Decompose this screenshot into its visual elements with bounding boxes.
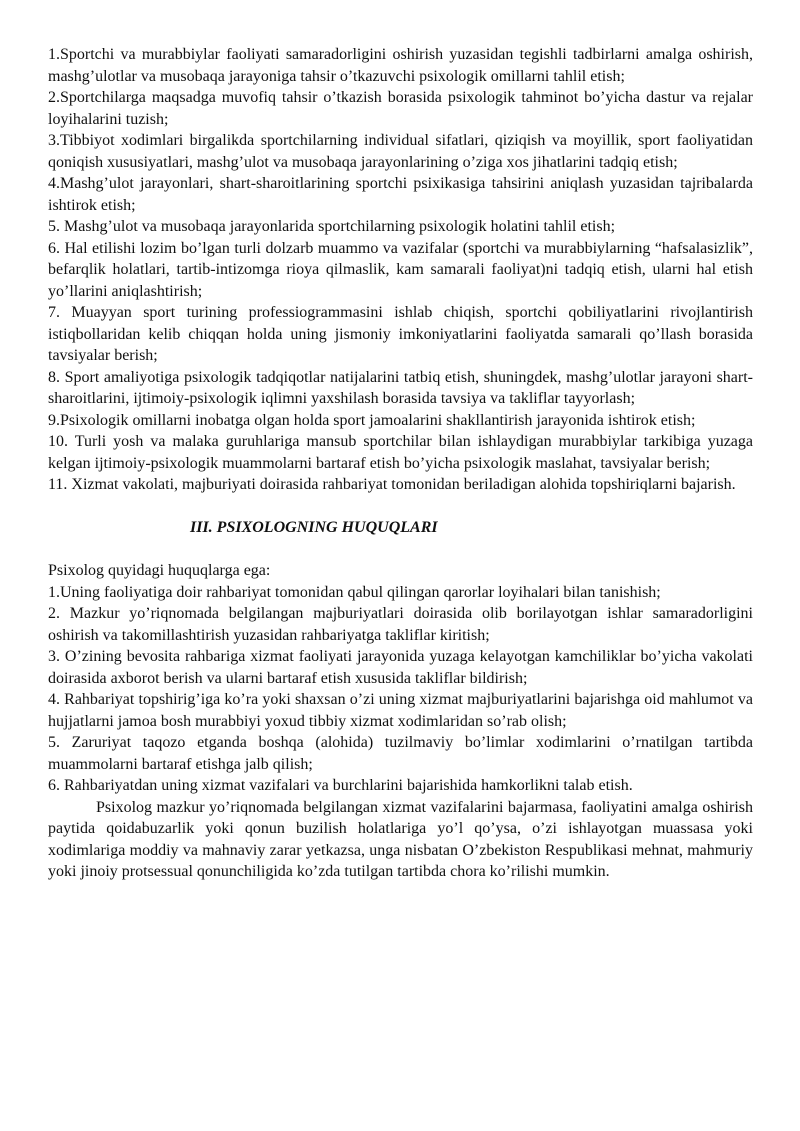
document-page — [48, 44, 753, 883]
right-item-4: 4. Rahbariyat topshirig’iga ko’ra yoki shaxsan o’zi uning xizmat majburiyatlarini bajarishga oid mahlumot va hujjatlarni jamoa bosh murabbiyi yoxud tibbiy xizmat xodimlaridan so’rab olish; — [48, 691, 753, 730]
duty-item-4: 4.Mashg’ulot jarayonlari, shart-sharoitlarining sportchi psixikasiga tahsirini aniqlash yuzasidan tajribalarda ishtirok etish; — [48, 175, 753, 214]
duty-item-1: 1.Sportchi va murabbiylar faoliyati samaradorligini oshirish yuzasidan tegishli tadbirlarni amalga oshirish, mashg’ulotlar va musobaqa jarayoniga tahsir o’tkazuvchi psixologik omillarni tahlil etish; — [48, 46, 753, 85]
duty-item-11: 11. Xizmat vakolati, majburiyati doirasida rahbariyat tomonidan beriladigan alohida topshiriqlarni bajarish. — [48, 476, 736, 493]
right-item-1: 1.Uning faoliyatiga doir rahbariyat tomonidan qabul qilingan qarorlar loyihalari bilan tanishish; — [48, 583, 661, 601]
duty-item-9: 9.Psixologik omillarni inobatga olgan holda sport jamoalarini shakllantirish jarayonida ishtirok etish; — [48, 411, 696, 429]
right-item-2: 2. Mazkur yo’riqnomada belgilangan majburiyatlari doirasida olib borilayotgan ishlar samaradorligini oshirish va takomillashtirish yuzasidan rahbariyatga takliflar kiritish; — [48, 605, 753, 644]
duty-item-8: 8. Sport amaliyotiga psixologik tadqiqotlar natijalarini tatbiq etish, shuningdek, mashg’ulotlar jarayoni shart-sharoitlarini, ijtimoiy-psixologik iqlimni yaxshilash borasida tavsiya va takliflar tayyorlash; — [48, 368, 753, 407]
duties-list — [48, 44, 753, 496]
closing-paragraph: Psixolog mazkur yo’riqnomada belgilangan xizmat vazifalarini bajarmasa, faoliyatini amalga oshirish paytida qoidabuzarlik yoki qonun buzilish holatlariga yo’l qo’ysa, o’zi ishlayotgan muassasa yoki xodimlariga moddiy va mahnaviy zarar yetkazsa, unga nisbatan O’zbekiston Respublikasi mehnat, mahmuriy yoki jinoiy protsessual qonunchiligida ko’zda tutilgan tartibda chora ko’rilishi mumkin. — [48, 798, 753, 880]
right-item-5: 5. Zaruriyat taqozo etganda boshqa (alohida) tuzilmaviy bo’limlar xodimlarini o’rnatilgan tartibda muammolarni bartaraf etishga jalb qilish; — [48, 734, 753, 773]
duty-item-6: 6. Hal etilishi lozim bo’lgan turli dolzarb muammo va vazifalar (sportchi va murabbiylarning “hafsalasizlik”, befarqlik holatlari, tartib-intizomga rioya qilmaslik, kam samarali faoliyat)ni tadqiq etish, ularni hal etish yo’llarini aniqlashtirish; — [48, 239, 753, 300]
section-title: III. PSIXOLOGNING HUQUQLARI — [190, 518, 438, 536]
duty-item-7: 7. Muayyan sport turining professiogrammasini ishlab chiqish, sportchi qobiliyatlarini rivojlantirish istiqbollaridan kelib chiqqan holda uning jismoniy imkoniyatlarini faoliyatda samarali qo’llash borasida tavsiyalar berish; — [48, 304, 753, 364]
duty-item-2: 2.Sportchilarga maqsadga muvofiq tahsir o’tkazish borasida psixologik tahminot bo’yicha dastur va rejalar loyihalarini tuzish; — [48, 89, 753, 128]
duty-item-3: 3.Tibbiyot xodimlari birgalikda sportchilarning individual sifatlari, qiziqish va moyillik, sport faoliyatidan qoniqish xususiyatlari, mashg’ulot va musobaqa jarayonlarining o’ziga xos jihatlarini tadqiq etish; — [48, 132, 753, 171]
rights-list — [48, 560, 753, 797]
duty-item-10: 10. Turli yosh va malaka guruhlariga mansub sportchilar bilan ishlaydigan murabbiylar tarkibiga yuzaga kelgan ijtimoiy-psixologik muammolarni bartaraf etish bo’yicha psixologik maslahat, tavsiyalar berish; — [48, 433, 753, 472]
duty-item-5: 5. Mashg’ulot va musobaqa jarayonlarida sportchilarning psixologik holatini tahlil etish; — [48, 218, 616, 235]
right-item-6: 6. Rahbariyatdan uning xizmat vazifalari va burchlarini bajarishida hamkorlikni talab etish. — [48, 777, 633, 794]
rights-intro: Psixolog quyidagi huquqlarga ega: — [48, 562, 271, 579]
right-item-3: 3. O’zining bevosita rahbariga xizmat faoliyati jarayonida yuzaga kelayotgan kamchiliklar bo’yicha vakolati doirasida axborot berish va ularni bartaraf etish xususida takliflar bildirish; — [48, 648, 753, 687]
